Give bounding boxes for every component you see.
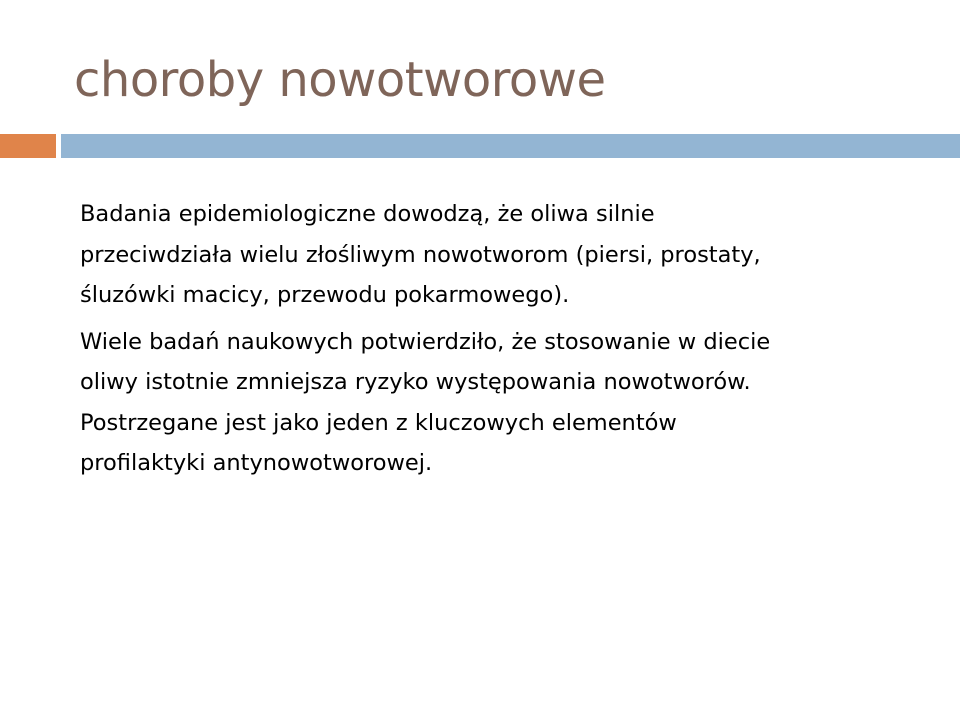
text-line: śluzówki macicy, przewodu pokarmowego).	[80, 282, 570, 308]
title-divider-bar	[61, 134, 960, 158]
title-accent-bar	[0, 134, 56, 158]
text-line: Badania epidemiologiczne dowodzą, że oliwa silnie	[80, 201, 655, 227]
text-line: Wiele badań naukowych potwierdziło, że stosowanie w diecie	[80, 328, 771, 355]
paragraph-1	[80, 194, 920, 316]
text-line: przeciwdziała wielu złośliwym nowotworom (piersi, prostaty,	[80, 241, 761, 268]
text-line: Postrzegane jest jako jeden z kluczowych elementów	[80, 409, 677, 436]
text-line: profilaktyki antynowotworowej.	[80, 450, 433, 476]
slide-body	[80, 194, 920, 490]
slide-title: choroby nowotworowe	[74, 52, 606, 108]
paragraph-2	[80, 322, 920, 484]
text-line: oliwy istotnie zmniejsza ryzyko występowania nowotworów.	[80, 369, 751, 395]
